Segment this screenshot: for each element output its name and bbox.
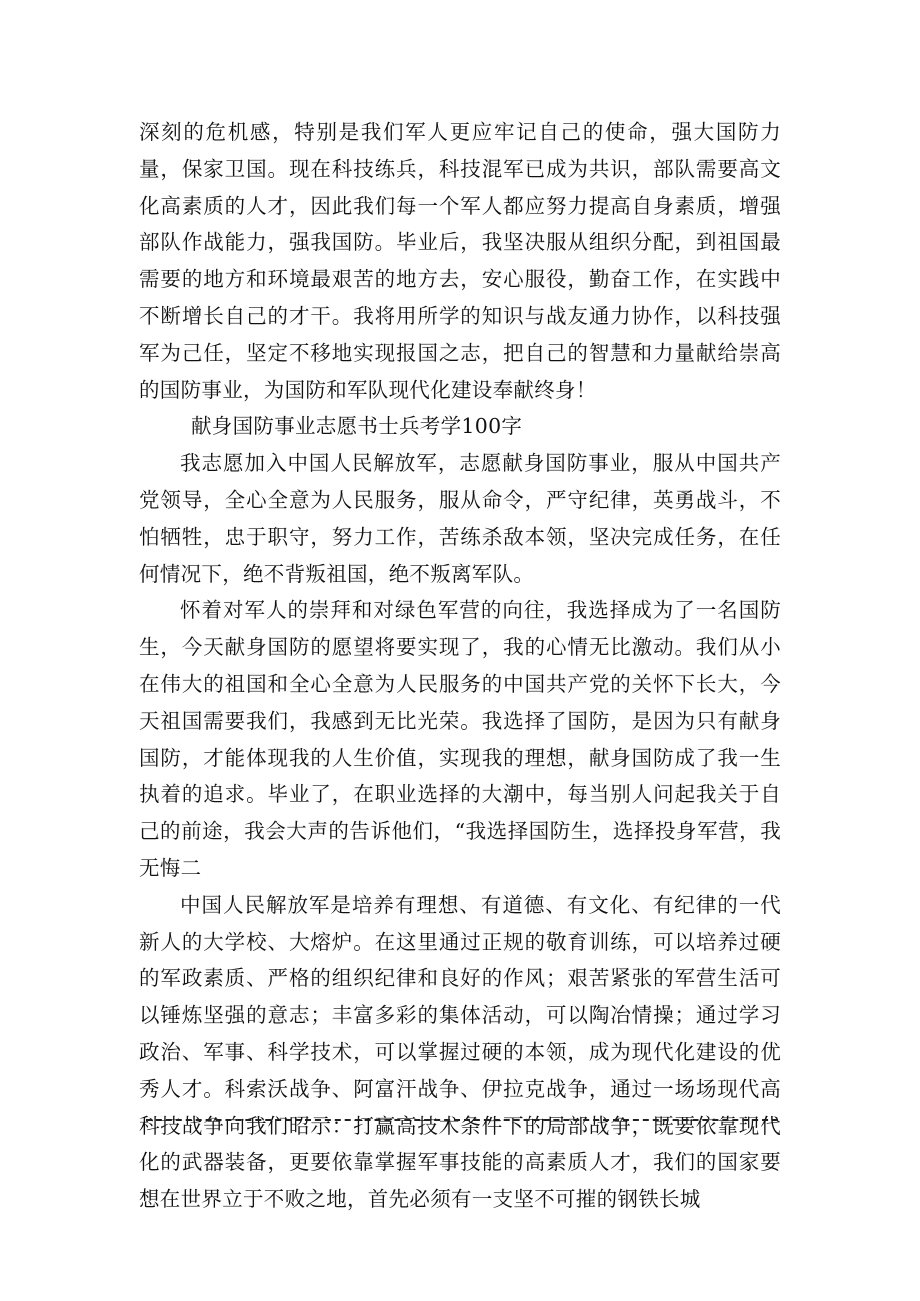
dashed-divider: [146, 1119, 778, 1121]
document-body: [139, 114, 781, 1218]
paragraph-aspiration: 怀着对军人的崇拜和对绿色军营的向往，我选择成为了一名国防生，今天献身国防的愿望将要实现了，我的心情无比激动。我们从小在伟大的祖国和全心全意为人民服务的中国共产党的关怀下长大，今天祖国需要我们，我感到无比光荣。我选择了国防，是因为只有献身国防，才能体现我的人生价值，实现我的理想，献身国防成了我一生执着的追求。毕业了，在职业选择的大潮中，每当别人问起我关于自己的前途，我会大声的告诉他们，“我选择国防生，选择投身军营，我无悔二: [139, 598, 781, 880]
section-heading: 献身国防事业志愿书士兵考学100字: [191, 414, 523, 439]
paragraph-continuation: 深刻的危机感，特别是我们军人更应牢记自己的使命，强大国防力量，保家卫国。现在科技练兵，科技混军已成为共识，部队需要高文化高素质的人才，因此我们每一个军人都应努力提高自身素质，增强部队作战能力，强我国防。毕业后，我坚决服从组织分配，到祖国最需要的地方和环境最艰苦的地方去，安心服役，勤奋工作，在实践中不断增长自己的才干。我将用所学的知识与战友通力协作，以科技强军为己任，坚定不移地实现报国之志，把自己的智慧和力量献给崇高的国防事业，为国防和军队现代化建设奉献终身！: [139, 120, 781, 402]
paragraph-pledge: 我志愿加入中国人民解放军，志愿献身国防事业，服从中国共产党领导，全心全意为人民服务，服从命令，严守纪律，英勇战斗，不怕牺牲，忠于职守，努力工作，苦练杀敌本领，坚决完成任务，在任何情况下，绝不背叛祖国，绝不叛离军队。: [139, 451, 781, 586]
paragraph-pla-school: 中国人民解放军是培养有理想、有道德、有文化、有纪律的一代新人的大学校、大熔炉。在这里通过正规的敬育训练，可以培养过硬的军政素质、严格的组织纪律和良好的作风；艰苦紧张的军营生活可以锤炼坚强的意志；丰富多彩的集体活动，可以陶冶情操；通过学习政治、军事、科学技术，可以掌握过硬的本领，成为现代化建设的优秀人才。科索沃战争、阿富汗战争、伊拉克战争，通过一场场现代高科技战争向我们昭示：打赢高技术条件下的局部战争，既要依靠现代化的武器装备，更要依靠掌握军事技能的高素质人才，我们的国家要想在世界立于不败之地，首先必须有一支坚不可摧的钢铁长城: [139, 892, 781, 1212]
